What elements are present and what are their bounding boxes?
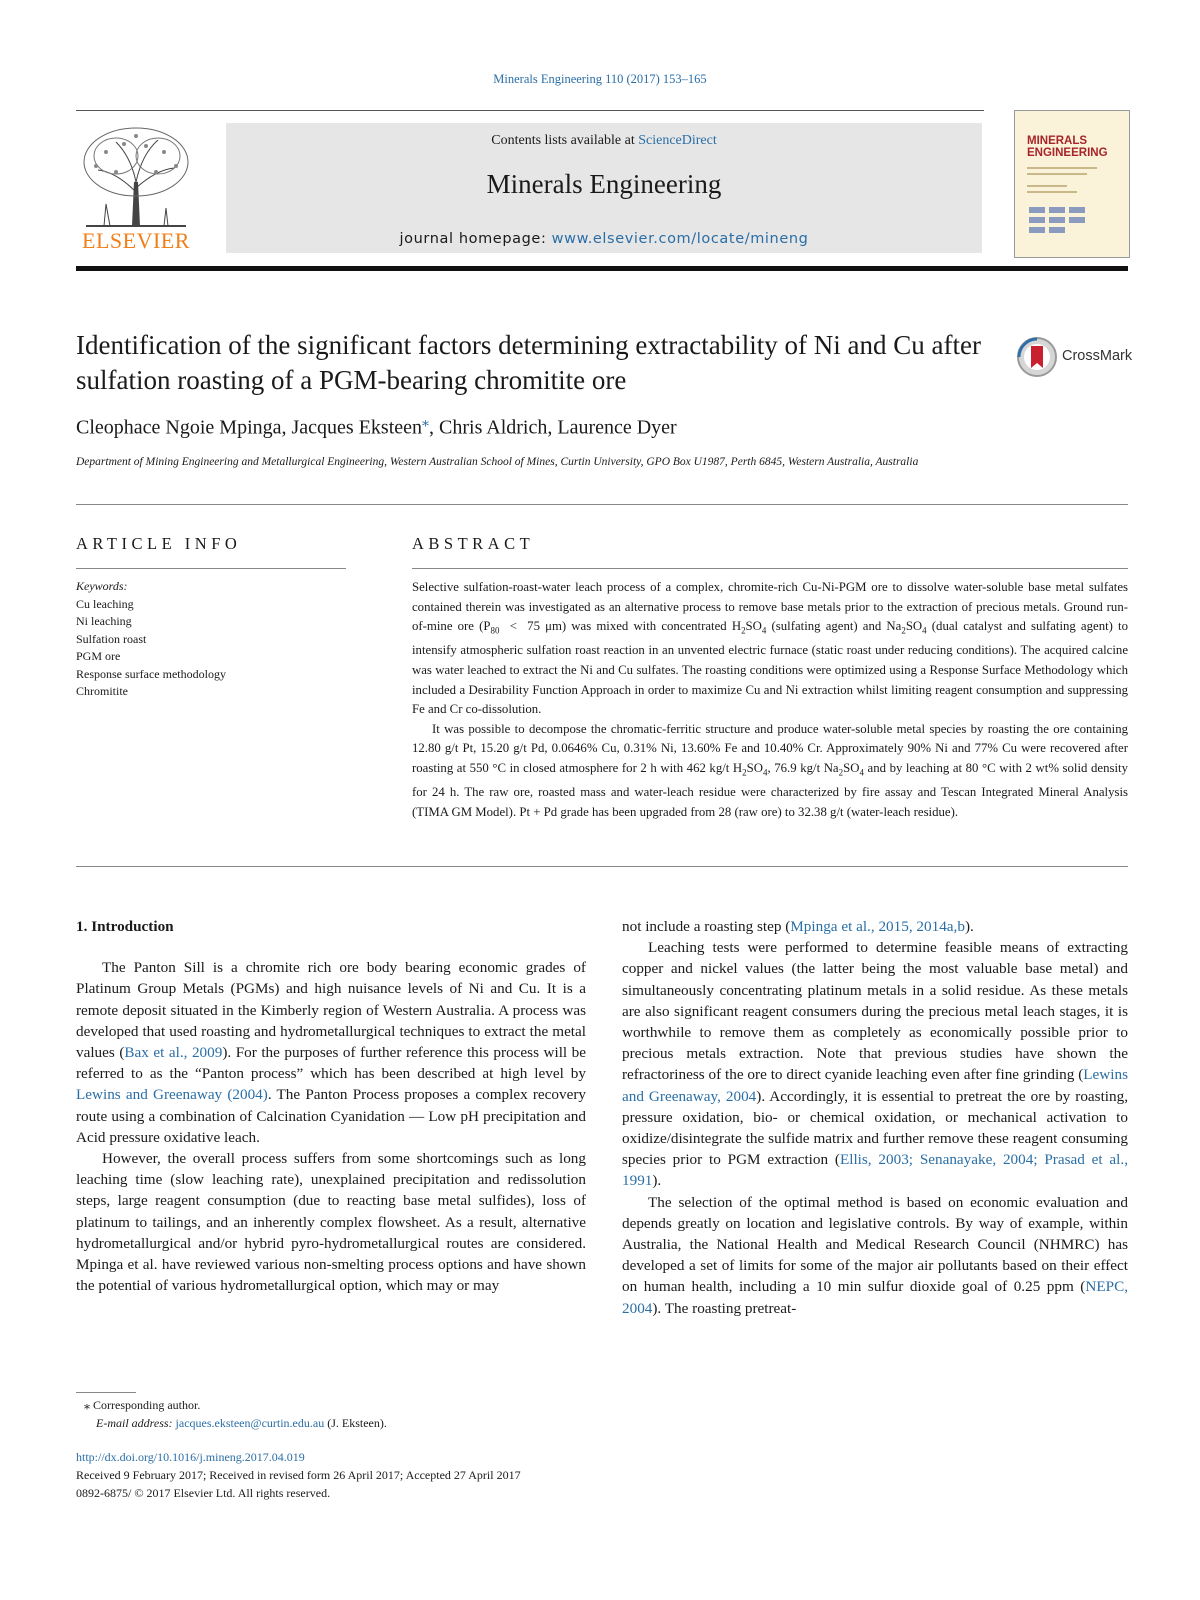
ref-bax-2009[interactable]: Bax et al., 2009	[124, 1044, 223, 1062]
keyword-item: Chromitite	[76, 684, 128, 698]
keywords-label: Keywords:	[76, 579, 128, 593]
email-label: E-mail address:	[96, 1416, 176, 1430]
elsevier-logo	[76, 122, 196, 254]
doi-link[interactable]: http://dx.doi.org/10.1016/j.mineng.2017.04.019	[76, 1450, 305, 1464]
publisher-name: ELSEVIER	[82, 228, 190, 253]
email-suffix: (J. Eksteen).	[324, 1416, 387, 1430]
header-thick-rule	[76, 266, 1128, 271]
intro-paragraph-2-continued: not include a roasting step (Mpinga et al., 2015, 2014a,b).	[622, 918, 974, 935]
header-rule	[76, 110, 984, 111]
authors-part-1: Cleophace Ngoie Mpinga, Jacques Eksteen	[76, 416, 423, 439]
introduction-heading: 1. Introduction	[76, 918, 174, 935]
author-list	[76, 414, 677, 440]
author-email-link[interactable]: jacques.eksteen@curtin.edu.au	[175, 1416, 325, 1430]
keyword-item: Sulfation roast	[76, 631, 147, 646]
received-dates: Received 9 February 2017; Received in revised form 26 April 2017; Accepted 27 April 2017	[76, 1468, 521, 1482]
keyword-item: Cu leaching	[76, 596, 134, 611]
elsevier-tree-icon	[76, 122, 196, 230]
intro-paragraph-3: Leaching tests were performed to determine feasible means of extracting copper and nickel values (the latter being the most valuable base metal) and simultaneously concentrating platinum metals in a solid residue. As these metals are also significant reagent consumers during the precious metal leach stages, it is worthwhile to remove them as completely as economically possible prior to precious metals extraction. Note that previous studies have shown the refractoriness of the ore to direct cyanide leaching even after fine grinding (Lewins and Greenaway, 2004). Accordingly, it is essential to pretreat the ore by roasting, pressure oxidation, bio- or chemical oxidation, or mechanical activation to oxidize/disintegrate the sulfide matrix and further remove these reagent consuming species prior to PGM extraction (Ellis, 2003; Senanayake, 2004; Prasad et al., 1991).	[622, 939, 1128, 1190]
keywords-block	[76, 578, 226, 701]
article-metadata	[76, 1448, 521, 1502]
keyword-item: Response surface methodology	[76, 666, 226, 681]
homepage-prefix: journal homepage:	[399, 231, 552, 247]
corresponding-author-note: ⁎ Corresponding author.	[84, 1398, 201, 1412]
copyright-line: 0892-6875/ © 2017 Elsevier Ltd. All rights reserved.	[76, 1486, 331, 1500]
footnote-rule	[76, 1392, 136, 1393]
email-line	[76, 1414, 387, 1432]
intro-paragraph-2: However, the overall process suffers from some shortcomings such as long leaching time (slow leaching rate), unexplained precipitation and redissolution steps, large reagent consumption (due to reacting base metal sulfides), loss of platinum to tailings, and an inherently complex flowsheet. As a result, alternative hydrometallurgical and/or hybrid pyro-hydrometallurgical routes are considered. Mpinga et al. have reviewed various non-smelting process options and have shown the potential of various hydrometallurgical option, which may or may	[76, 1150, 586, 1295]
article-info-rule	[76, 568, 346, 569]
ref-lewins-greenaway-2004-b[interactable]: Lewins and Greenaway, 2004	[622, 1066, 1128, 1105]
abstract-paragraph-2: It was possible to decompose the chromatic-ferritic structure and produce water-soluble metal species by roasting the ore containing 12.80 g/t Pt, 15.20 g/t Pd, 0.0646% Cu, 0.31% Ni, 13.60% Fe and 10.40% Cr. Approximately 90% Ni and 77% Cu were recovered after roasting at 550 °C in closed atmosphere for 2 h with 462 kg/t $H_2SO_4$, 76.9 kg/t $Na_2SO_4$ and by leaching at 80 °C with 2 wt% solid density for 24 h. The raw ore, roasted mass and water-leach residue were characterized by fire assay and Tescan Integrated Mineral Analysis (TIMA GM Model). Pt + Pd grade has been upgraded from 28 (raw ore) to 32.38 g/t (water-leach residue).	[412, 721, 1128, 819]
corresponding-author-mark[interactable]: ⁎	[422, 415, 430, 430]
cover-decoration	[1015, 111, 1129, 257]
sciencedirect-link[interactable]: ScienceDirect	[638, 133, 717, 148]
affiliation: Department of Mining Engineering and Metallurgical Engineering, Western Australian School of Mines, Curtin University, GPO Box U1987, Perth 6845, Western Australia, Australia	[76, 456, 919, 468]
footnote	[76, 1396, 387, 1432]
article-title: Identification of the significant factors determining extractability of Ni and Cu after sulfation roasting of a PGM-bearing chromitite ore	[76, 330, 981, 395]
ref-nepc-2004[interactable]: NEPC, 2004	[622, 1278, 1128, 1317]
cover-title-line-2: ENGINEERING	[1027, 147, 1108, 159]
body-rule	[76, 866, 1128, 867]
abstract-body	[412, 578, 1128, 822]
authors-part-2: , Chris Aldrich, Laurence Dyer	[429, 416, 677, 439]
journal-name: Minerals Engineering	[486, 169, 722, 199]
crossmark-button[interactable]	[1016, 336, 1136, 378]
contents-prefix: Contents lists available at	[491, 133, 639, 148]
body-left-column	[76, 916, 586, 1296]
keyword-item: PGM ore	[76, 649, 121, 663]
ref-lewins-greenaway-2004[interactable]: Lewins and Greenaway (2004)	[76, 1086, 268, 1104]
body-right-column	[622, 916, 1128, 1319]
contents-line	[226, 133, 982, 149]
ref-ellis-senanayake-prasad[interactable]: Ellis, 2003; Senanayake, 2004; Prasad et al., 1991	[622, 1151, 1128, 1190]
keyword-item: Ni leaching	[76, 614, 132, 628]
ref-mpinga[interactable]: Mpinga et al., 2015, 2014a,b	[790, 918, 965, 935]
abstract-heading: ABSTRACT	[412, 534, 535, 553]
homepage-line	[226, 231, 982, 247]
section-rule	[76, 504, 1128, 505]
journal-citation-link[interactable]: Minerals Engineering 110 (2017) 153–165	[493, 72, 707, 86]
journal-homepage-link[interactable]: www.elsevier.com/locate/mineng	[551, 231, 809, 247]
intro-paragraph-1: The Panton Sill is a chromite rich ore body bearing economic grades of Platinum Group Metals (PGMs) and high nuisance levels of Ni and Cu. It is a remote deposit situated in the Kimberly region of Western Australia. A process was developed that used roasting and hydrometallurgical techniques to extract the metal values (Bax et al., 2009). For the purposes of further reference this process will be referred to as the “Panton process” which has been described at high level by Lewins and Greenaway (2004). The Panton Process proposes a complex recovery route using a combination of Calcination Cyanidation — Low pH precipitation and Acid pressure oxidative leach.	[76, 959, 586, 1146]
cover-title-line-1: MINERALS	[1027, 135, 1088, 147]
journal-header-box	[226, 123, 982, 253]
intro-paragraph-4: The selection of the optimal method is based on economic evaluation and depends greatly on location and legislative controls. By way of example, within Australia, the National Health and Medical Research Council (NHMRC) has developed a set of limits for some of the major air pollutants based on their effect on human health, including a 10 min sulfur dioxide goal of 0.25 ppm (NEPC, 2004). The roasting pretreat-	[622, 1193, 1128, 1317]
abstract-rule	[412, 568, 1128, 569]
journal-cover-thumbnail[interactable]	[1014, 110, 1130, 258]
crossmark-icon	[1016, 336, 1058, 378]
article-info-heading: ARTICLE INFO	[76, 534, 242, 553]
crossmark-label: CrossMark	[1062, 348, 1133, 364]
abstract-paragraph-1: Selective sulfation-roast-water leach process of a complex, chromite-rich Cu-Ni-PGM ore to dissolve water-soluble base metal sulfates contained therein was investigated as an alternative process to remove base metals prior to the extraction of precious metals. Ground run-of-mine ore ($P_{80} < 75$ μm) was mixed with concentrated $H_2SO_4$ (sulfating agent) and $Na_2SO_4$ (dual catalyst and sulfating agent) to intensify atmospheric sulfation roast reaction in an unvented electric furnace (static roast under reducing conditions). The acquired calcine was water leached to extract the Ni and Cu sulfates. The roasting conditions were optimized using a Response Surface Methodology which included a Desirability Function Approach in order to maximize Cu and Ni extraction whilst limiting reagent consumption and suppressing Fe and Cr co-dissolution.	[412, 580, 1128, 717]
